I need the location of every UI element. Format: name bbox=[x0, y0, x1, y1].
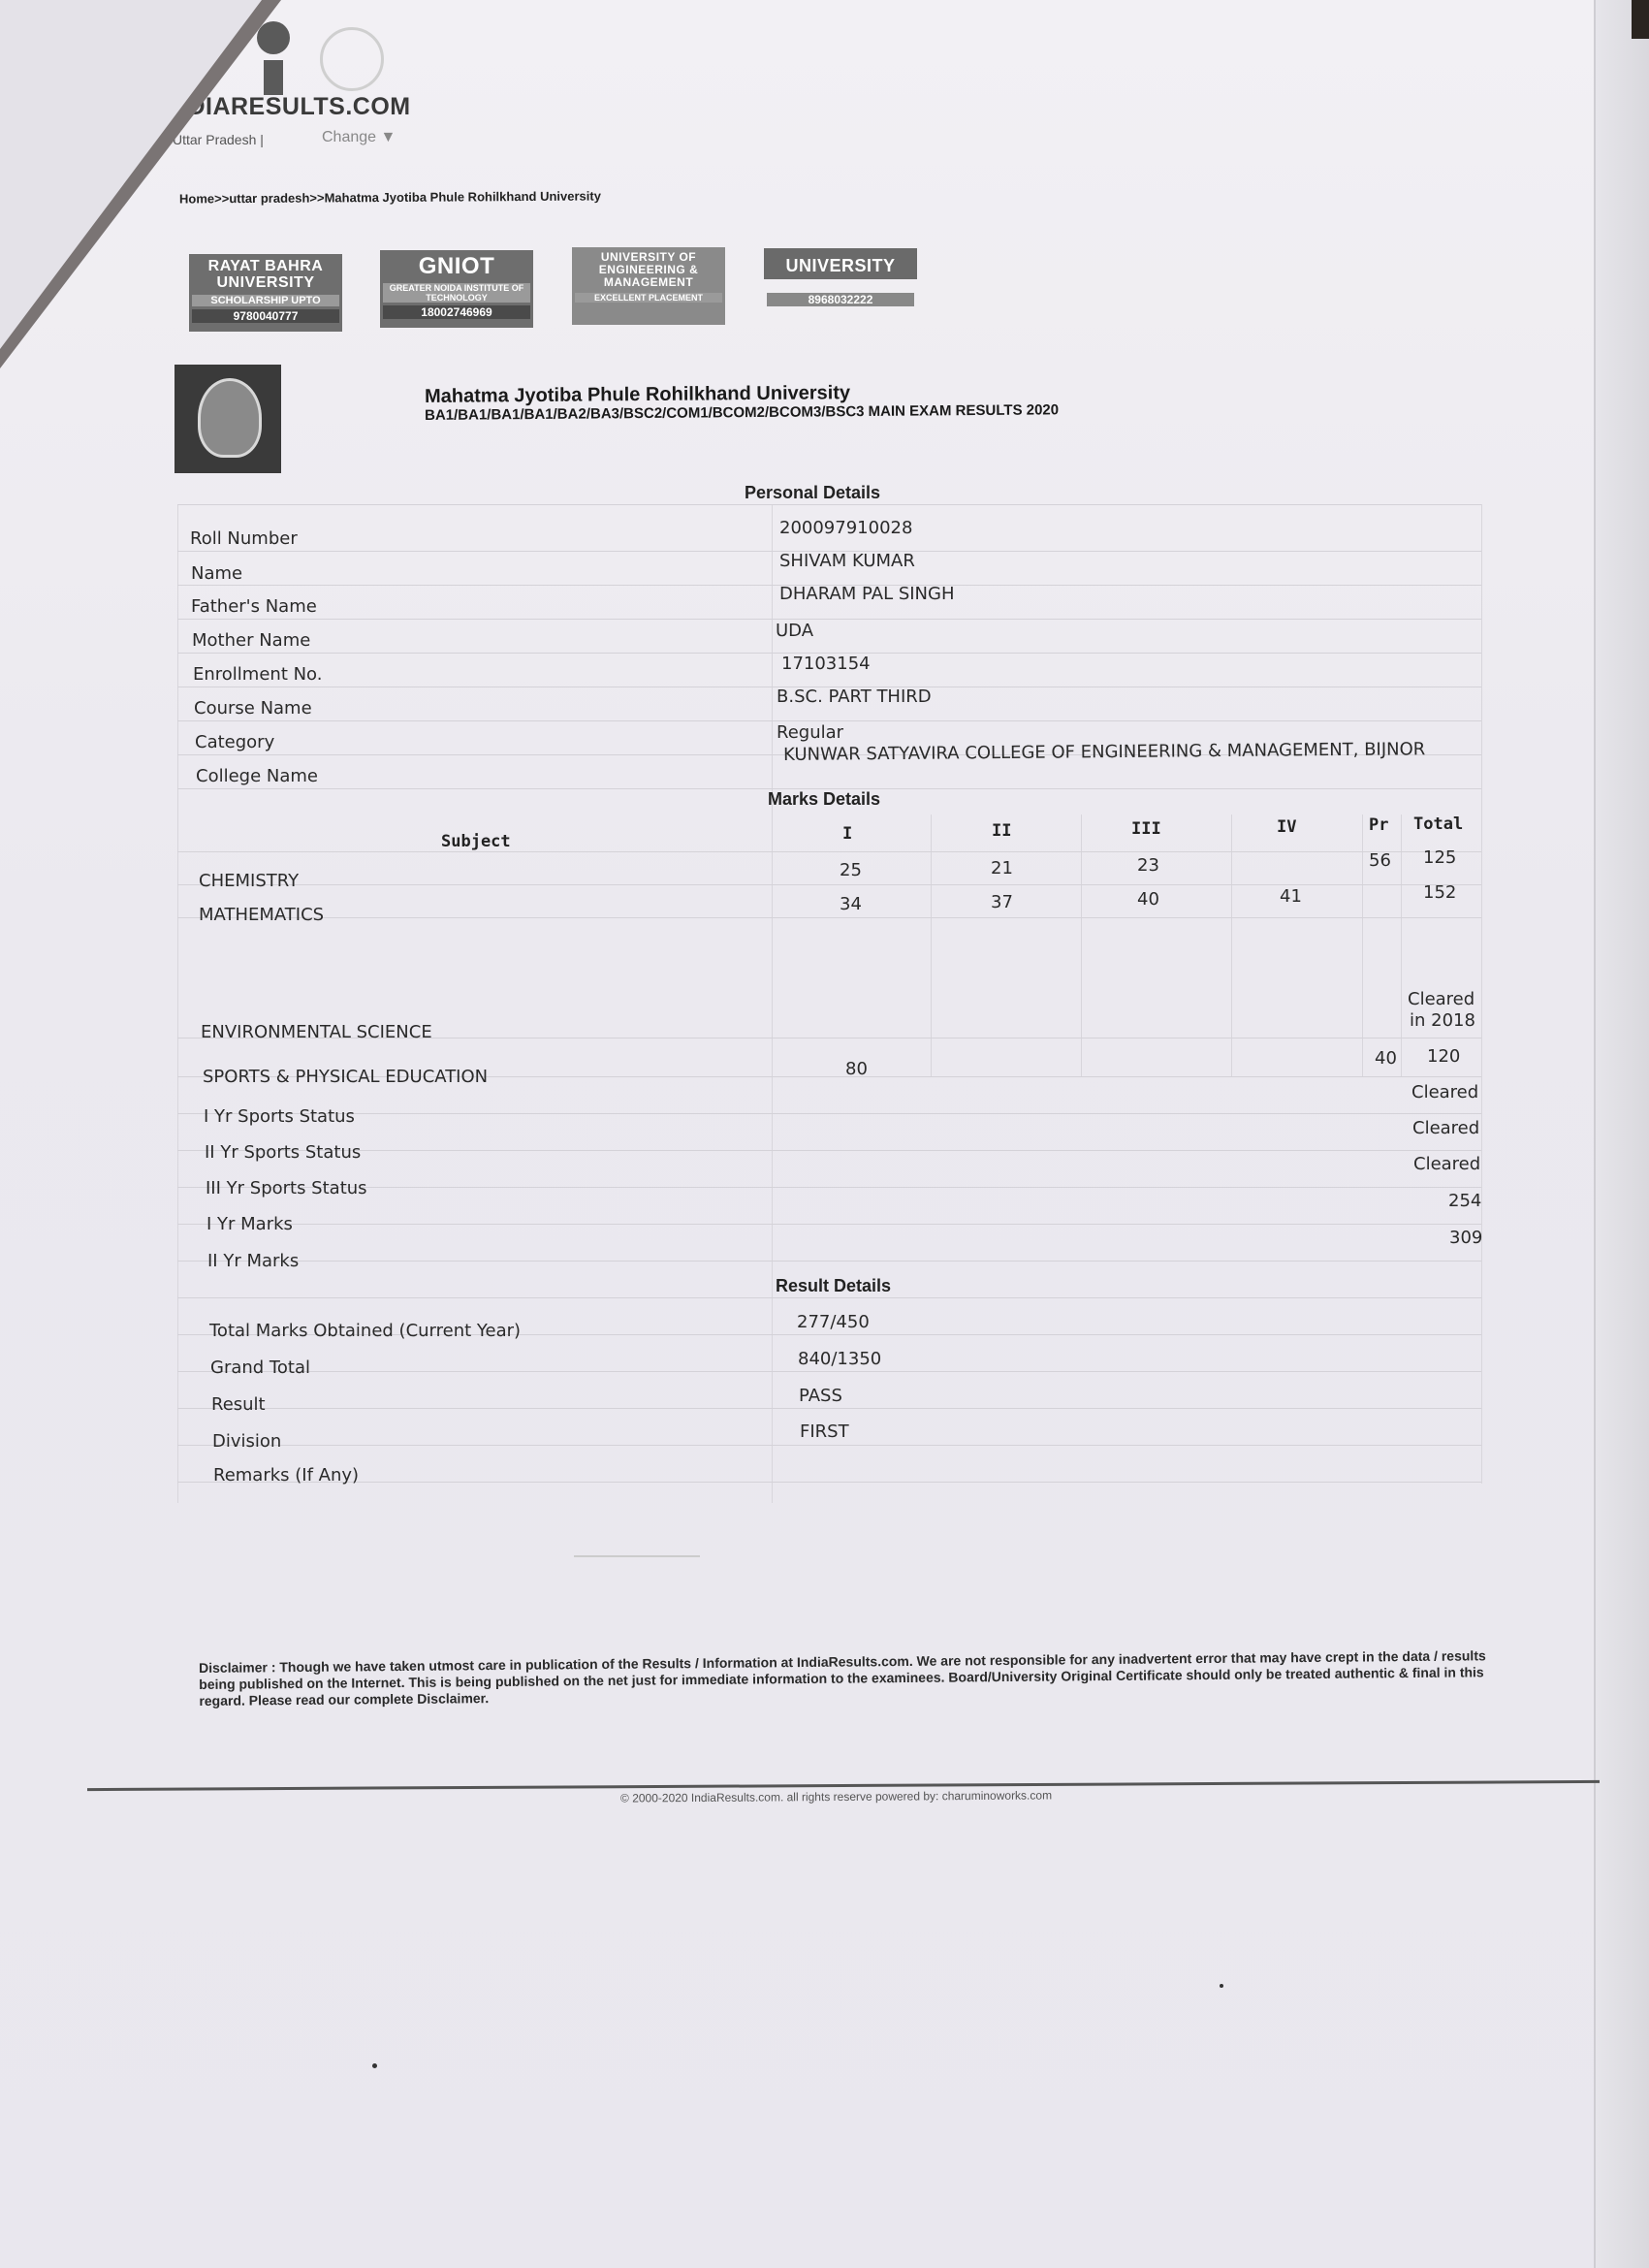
row-line bbox=[177, 1408, 1481, 1409]
ad-subtitle: EXCELLENT PLACEMENT bbox=[575, 293, 722, 303]
row-line bbox=[177, 884, 1481, 885]
chemistry-II: 21 bbox=[991, 858, 1013, 878]
row-line bbox=[177, 1297, 1481, 1298]
chemistry-I: 25 bbox=[840, 860, 862, 880]
ad-subtitle: GREATER NOIDA INSTITUTE OF TECHNOLOGY bbox=[383, 283, 530, 303]
ad-banner-university[interactable] bbox=[764, 244, 917, 322]
enrollment-value: 17103154 bbox=[781, 654, 871, 674]
division-label: Division bbox=[212, 1431, 282, 1452]
father-name-label: Father's Name bbox=[191, 596, 317, 617]
row-line bbox=[177, 504, 1481, 505]
marks-details-heading: Marks Details bbox=[768, 789, 881, 809]
ad-banner-uem[interactable] bbox=[572, 247, 725, 325]
copyright-text: © 2000-2020 IndiaResults.com. all rights reserve powered by: charuminoworks.com bbox=[619, 1788, 1053, 1805]
mother-name-label: Mother Name bbox=[192, 630, 311, 651]
college-name-label: College Name bbox=[196, 766, 318, 786]
yr2-marks-label: II Yr Marks bbox=[207, 1251, 300, 1271]
subject-sports: SPORTS & PHYSICAL EDUCATION bbox=[203, 1067, 489, 1087]
yr1-marks-label: I Yr Marks bbox=[206, 1214, 293, 1234]
breadcrumb[interactable]: Home>>uttar pradesh>>Mahatma Jyotiba Phule Rohilkhand University bbox=[178, 188, 601, 207]
page-corner bbox=[1632, 0, 1649, 39]
roll-number-value: 200097910028 bbox=[779, 518, 913, 538]
subject-col-header: Subject bbox=[441, 832, 511, 851]
row-line bbox=[177, 720, 1481, 721]
yr1-sports-label: I Yr Sports Status bbox=[204, 1106, 355, 1127]
env-total-status: Cleared bbox=[1408, 989, 1475, 1009]
col-II-header: II bbox=[992, 821, 1012, 841]
category-value: Regular bbox=[777, 722, 844, 743]
yr1-sports-value: Cleared bbox=[1411, 1082, 1479, 1102]
sports-pr: 40 bbox=[1375, 1048, 1397, 1069]
state-label: Uttar Pradesh | bbox=[173, 132, 264, 147]
mathematics-II: 37 bbox=[991, 892, 1013, 912]
yr2-marks-value: 309 bbox=[1449, 1228, 1483, 1248]
result-label: Result bbox=[211, 1394, 266, 1415]
yr1-marks-value: 254 bbox=[1448, 1191, 1482, 1211]
roll-number-label: Roll Number bbox=[190, 528, 298, 549]
ad-title: GNIOT bbox=[418, 253, 495, 279]
ad-phone: 9780040777 bbox=[192, 309, 339, 323]
subject-chemistry: CHEMISTRY bbox=[199, 871, 300, 891]
mathematics-III: 40 bbox=[1137, 889, 1159, 910]
page-edge bbox=[1594, 0, 1649, 2268]
yr2-sports-label: II Yr Sports Status bbox=[205, 1142, 362, 1163]
ad-title: RAYAT BAHRA UNIVERSITY bbox=[207, 258, 324, 291]
row-line bbox=[177, 1482, 1481, 1483]
total-marks-label: Total Marks Obtained (Current Year) bbox=[209, 1321, 522, 1341]
personal-details-heading: Personal Details bbox=[745, 483, 881, 502]
enrollment-label: Enrollment No. bbox=[193, 664, 323, 685]
chemistry-III: 23 bbox=[1137, 855, 1159, 876]
row-line bbox=[177, 1371, 1481, 1372]
row-line bbox=[177, 1224, 1481, 1225]
row-line bbox=[177, 1445, 1481, 1446]
subject-environmental-science: ENVIRONMENTAL SCIENCE bbox=[201, 1022, 432, 1042]
university-name: Mahatma Jyotiba Phule Rohilkhand University bbox=[425, 382, 851, 407]
remarks-label: Remarks (If Any) bbox=[213, 1465, 360, 1485]
ad-phone: 18002746969 bbox=[383, 305, 530, 319]
col-I-header: I bbox=[842, 824, 853, 844]
category-label: Category bbox=[195, 732, 275, 752]
course-name-label: Course Name bbox=[194, 698, 312, 719]
grand-total-value: 840/1350 bbox=[798, 1349, 882, 1369]
result-details-heading: Result Details bbox=[776, 1276, 892, 1295]
col-III-header: III bbox=[1131, 819, 1161, 839]
yr3-sports-value: Cleared bbox=[1413, 1154, 1481, 1174]
college-name-value: KUNWAR SATYAVIRA COLLEGE OF ENGINEERING & MANAGEMENT, BIJNOR bbox=[783, 739, 1426, 765]
scan-speck bbox=[372, 2063, 377, 2068]
row-line bbox=[177, 1113, 1481, 1114]
env-total-year: in 2018 bbox=[1410, 1010, 1475, 1031]
father-name-value: DHARAM PAL SINGH bbox=[779, 584, 955, 604]
grand-total-label: Grand Total bbox=[210, 1358, 310, 1378]
total-marks-value: 277/450 bbox=[797, 1312, 870, 1332]
row-line bbox=[177, 1150, 1481, 1151]
ad-banner-gniot[interactable] bbox=[380, 250, 533, 328]
chemistry-pr: 56 bbox=[1369, 850, 1391, 871]
yr2-sports-value: Cleared bbox=[1412, 1118, 1480, 1138]
change-state-link[interactable]: Change ▼ bbox=[322, 129, 396, 145]
disclaimer-text: Disclaimer : Though we have taken utmost care in publication of the Results / Information at IndiaResults.com. We are not responsible for any inadvertent error that may have crept in the data / results being published on the Internet. This is being published on the net just for immediate information to the examinees. Board/University Original Certificate should only be treated authentic & final in this regard. Please read our complete Disclaimer. bbox=[199, 1647, 1486, 1709]
row-line bbox=[177, 619, 1481, 620]
yr3-sports-label: III Yr Sports Status bbox=[206, 1178, 367, 1198]
chemistry-total: 125 bbox=[1423, 847, 1457, 868]
folded-corner-back bbox=[0, 0, 262, 349]
course-name-value: B.SC. PART THIRD bbox=[777, 687, 932, 707]
university-seal-icon bbox=[174, 365, 281, 473]
exam-title: BA1/BA1/BA1/BA1/BA2/BA3/BSC2/COM1/BCOM2/BCOM3/BSC3 MAIN EXAM RESULTS 2020 bbox=[425, 401, 1060, 424]
result-value: PASS bbox=[799, 1386, 842, 1406]
name-value: SHIVAM KUMAR bbox=[779, 551, 915, 571]
ad-title: UNIVERSITY bbox=[764, 248, 917, 279]
row-line bbox=[177, 1187, 1481, 1188]
scan-speck bbox=[1220, 1984, 1223, 1988]
mathematics-total: 152 bbox=[1423, 882, 1457, 903]
separator bbox=[574, 1555, 700, 1557]
mathematics-I: 34 bbox=[840, 894, 862, 914]
division-value: FIRST bbox=[800, 1421, 849, 1442]
table-border-right bbox=[1481, 504, 1482, 1484]
col-pr-header: Pr bbox=[1369, 815, 1389, 835]
ad-subtitle: SCHOLARSHIP UPTO bbox=[192, 295, 339, 306]
name-label: Name bbox=[191, 563, 243, 584]
sports-total: 120 bbox=[1427, 1046, 1461, 1067]
table-border-left bbox=[177, 504, 178, 1503]
row-line bbox=[177, 917, 1481, 918]
col-total-header: Total bbox=[1413, 815, 1464, 834]
col-IV-header: IV bbox=[1277, 817, 1297, 837]
mother-name-value: UDA bbox=[776, 621, 814, 641]
row-line bbox=[177, 851, 1481, 852]
subject-mathematics: MATHEMATICS bbox=[199, 905, 325, 925]
mathematics-IV: 41 bbox=[1280, 886, 1302, 907]
ad-title: UNIVERSITY OF ENGINEERING & MANAGEMENT bbox=[598, 250, 699, 289]
ad-phone: 8968032222 bbox=[767, 293, 914, 306]
site-name[interactable]: IDIARESULTS.COM bbox=[180, 93, 411, 120]
table-divider bbox=[772, 504, 773, 1503]
row-line bbox=[177, 1261, 1481, 1262]
sports-I: 80 bbox=[845, 1059, 868, 1079]
